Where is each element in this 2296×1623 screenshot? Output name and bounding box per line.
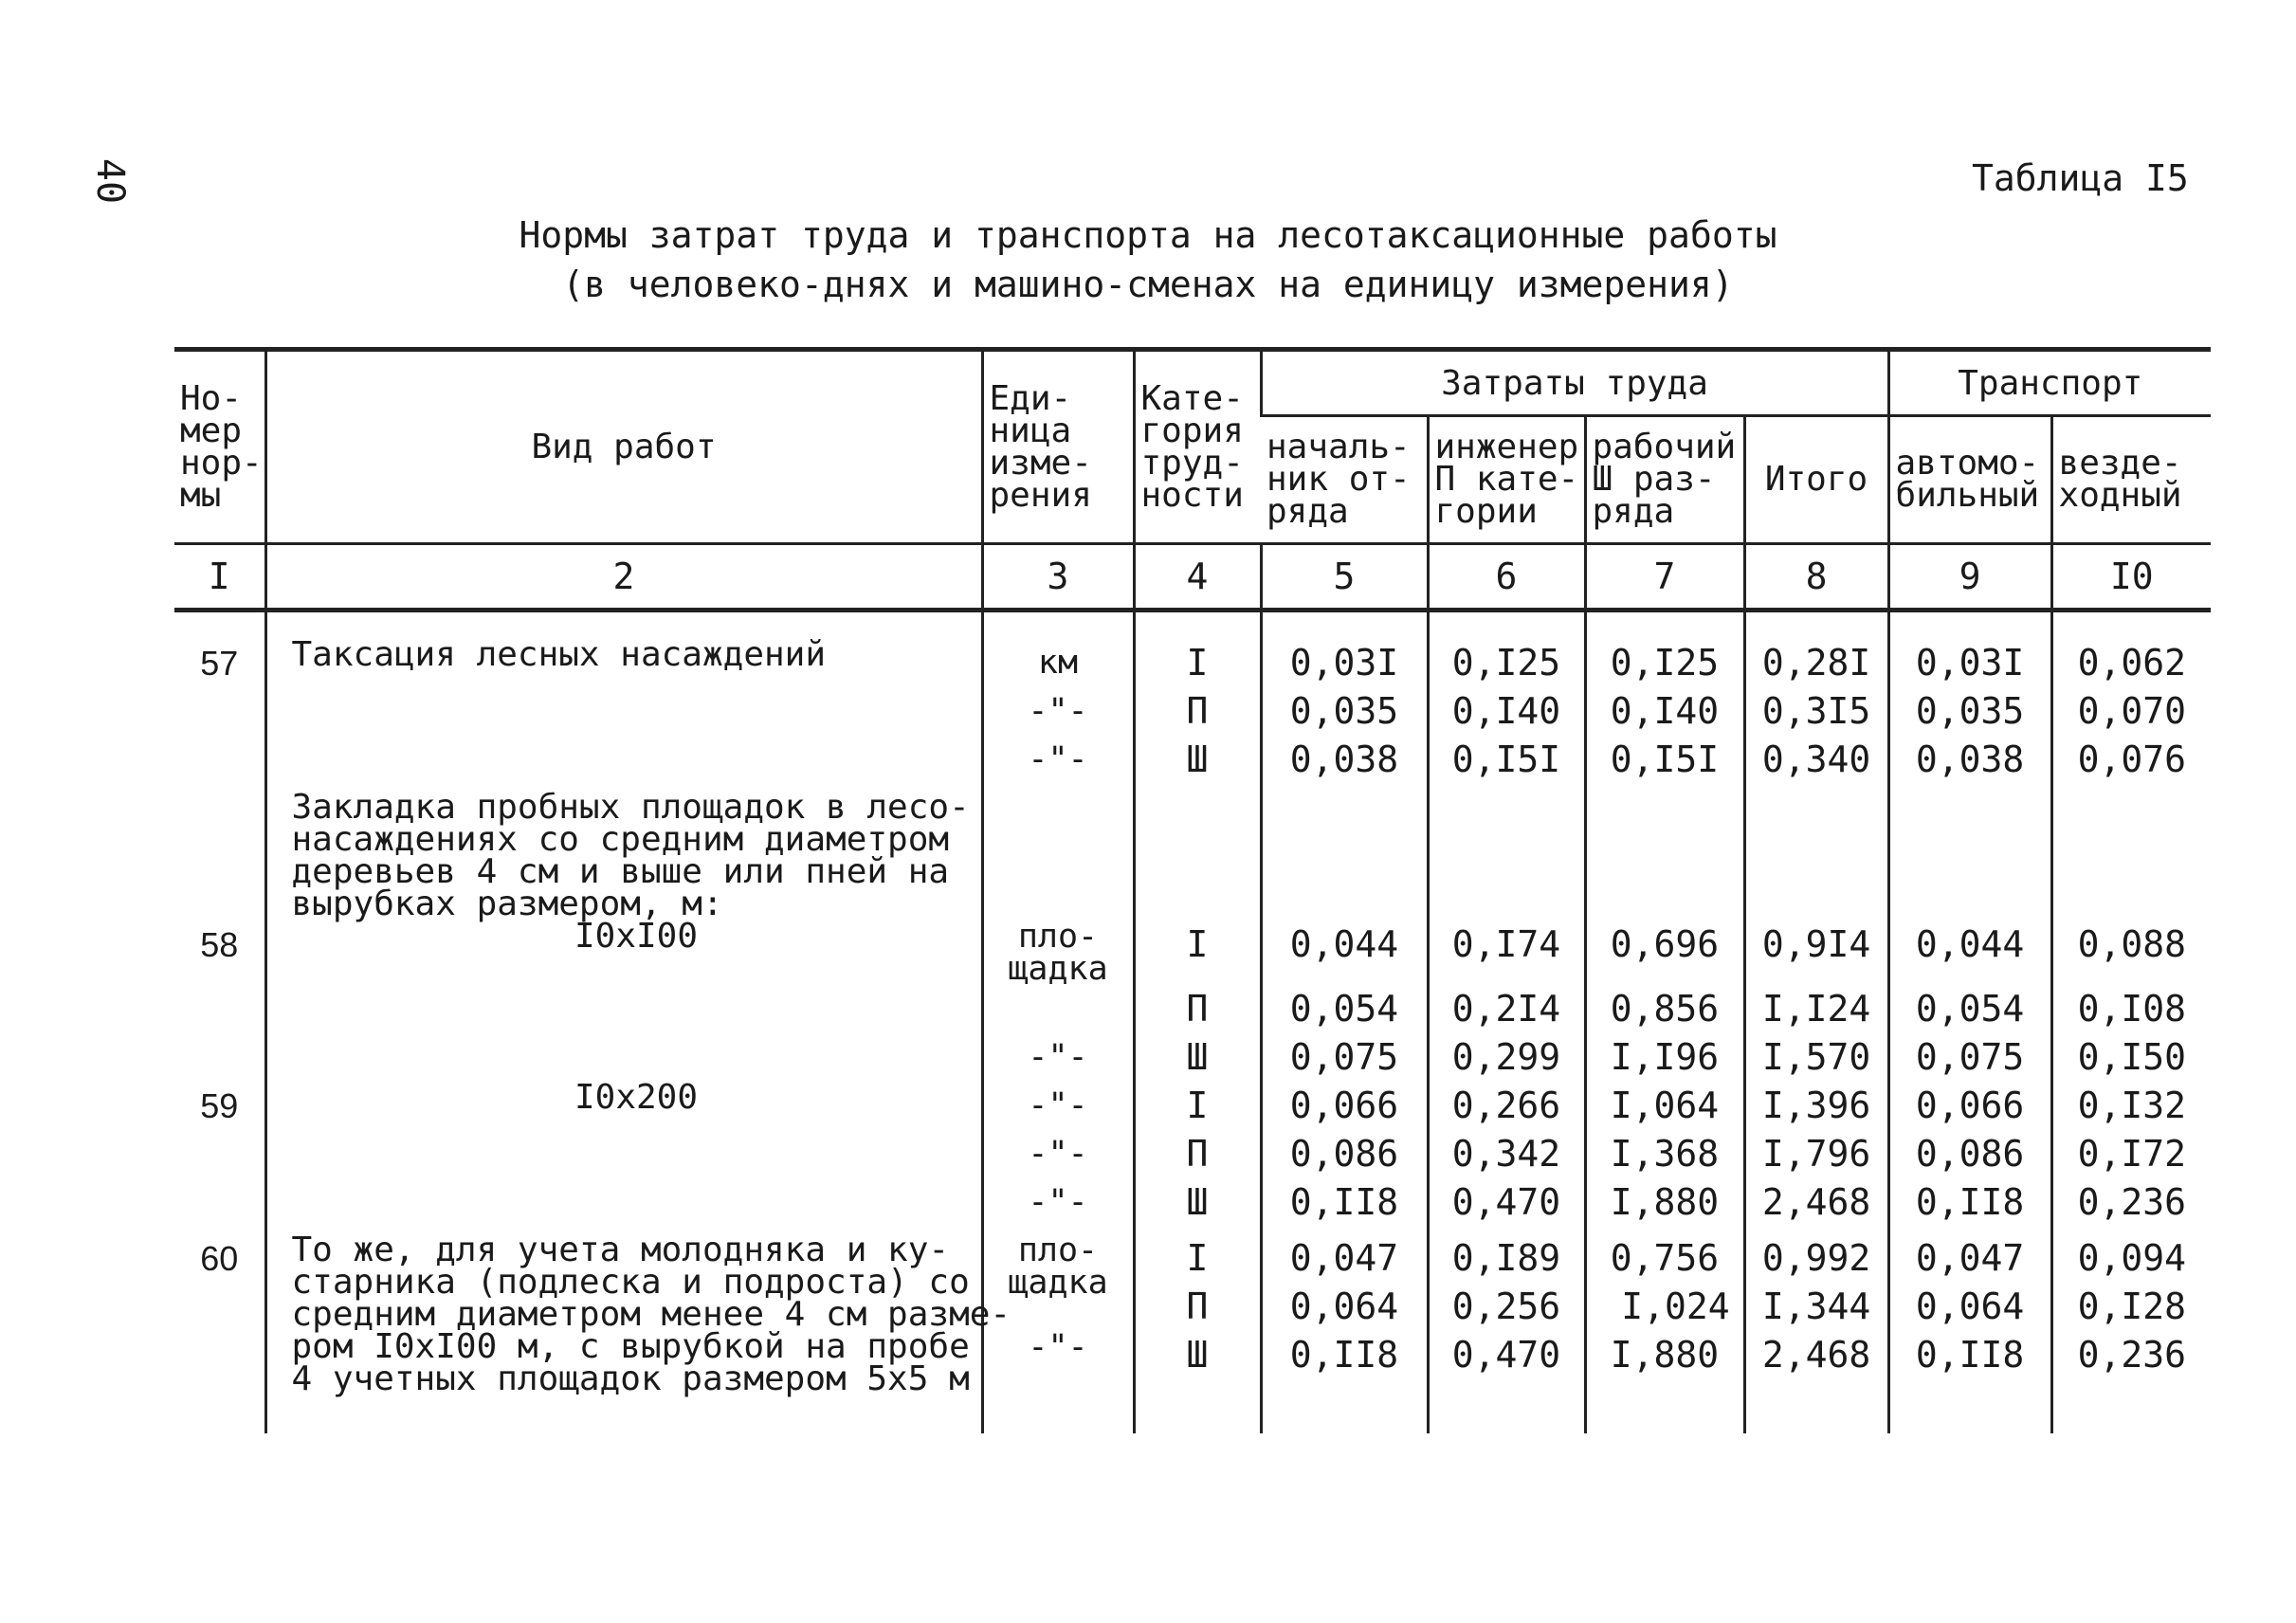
difficulty-category: П: [1134, 1130, 1261, 1178]
value-allterrain: 0,I08: [2051, 985, 2211, 1033]
value-chief: [1261, 792, 1428, 921]
value-worker: [1585, 792, 1744, 921]
work-description: I0xI00: [265, 921, 982, 985]
value-worker: 0,756 I,024 I,880: [1585, 1234, 1744, 1395]
work-description: [265, 1033, 982, 1082]
value-engineer: 0,I40: [1428, 687, 1585, 736]
unit-of-measure: -"-: [982, 736, 1134, 784]
table-row: [174, 1033, 2211, 1082]
value-worker: I,880: [1585, 1178, 1744, 1227]
header-norm-number: Но- мер нор- мы: [174, 350, 265, 544]
value-allterrain: 0,I50: [2051, 1033, 2211, 1082]
value-chief: 0,066: [1261, 1082, 1428, 1130]
table-row: [174, 1234, 2211, 1395]
value-engineer: 0,470: [1428, 1178, 1585, 1227]
table-subtitle: (в человеко-днях и машино-сменах на единицу измерения): [562, 264, 1734, 305]
work-description: I0x200: [265, 1082, 982, 1130]
work-description: [265, 687, 982, 736]
value-total: I,570: [1744, 1033, 1888, 1082]
value-total: I,796: [1744, 1130, 1888, 1178]
unit-of-measure: -"-: [982, 1033, 1134, 1082]
value-allterrain: 0,070: [2051, 687, 2211, 736]
difficulty-category: I: [1134, 1082, 1261, 1130]
value-worker: I,I96: [1585, 1033, 1744, 1082]
value-engineer: 0,299: [1428, 1033, 1585, 1082]
value-chief: 0,044: [1261, 921, 1428, 985]
value-worker: I,064: [1585, 1082, 1744, 1130]
value-total: 2,468: [1744, 1178, 1888, 1227]
header-worker: рабочий Ш раз- ряда: [1585, 416, 1744, 544]
difficulty-category: [1134, 792, 1261, 921]
work-description: [265, 736, 982, 784]
norms-table: [174, 347, 2211, 1433]
difficulty-category: Ш: [1134, 1033, 1261, 1082]
value-chief: 0,086: [1261, 1130, 1428, 1178]
table-row: [174, 687, 2211, 736]
table-row: [174, 1178, 2211, 1227]
value-worker: 0,856: [1585, 985, 1744, 1033]
value-chief: 0,047 0,064 0,II8: [1261, 1234, 1428, 1395]
difficulty-category: Ш: [1134, 736, 1261, 784]
unit-of-measure: -"-: [982, 687, 1134, 736]
unit-of-measure: -"-: [982, 1178, 1134, 1227]
header-transport: Транспорт: [1888, 350, 2211, 416]
header-chief: началь- ник от- ряда: [1261, 416, 1428, 544]
column-number: 9: [1888, 544, 2051, 611]
table-row: [174, 1082, 2211, 1130]
column-number: I: [174, 544, 265, 611]
value-total: [1744, 792, 1888, 921]
column-number: 3: [982, 544, 1134, 611]
value-total: I,I24: [1744, 985, 1888, 1033]
value-engineer: 0,342: [1428, 1130, 1585, 1178]
value-chief: 0,075: [1261, 1033, 1428, 1082]
column-number: 4: [1134, 544, 1261, 611]
value-auto: 0,047 0,064 0,II8: [1888, 1234, 2051, 1395]
value-total: 0,992 I,344 2,468: [1744, 1234, 1888, 1395]
value-worker: I,368: [1585, 1130, 1744, 1178]
value-engineer: 0,I25: [1428, 639, 1585, 687]
value-chief: 0,054: [1261, 985, 1428, 1033]
value-auto: 0,II8: [1888, 1178, 2051, 1227]
norm-number: [174, 1033, 265, 1082]
table-row: [174, 639, 2211, 687]
norm-number: 60: [200, 1239, 239, 1278]
work-description: [265, 985, 982, 1033]
value-allterrain: 0,I32: [2051, 1082, 2211, 1130]
value-auto: 0,066: [1888, 1082, 2051, 1130]
work-description: [265, 1130, 982, 1178]
value-auto: 0,035: [1888, 687, 2051, 736]
value-engineer: 0,2I4: [1428, 985, 1585, 1033]
value-total: 0,3I5: [1744, 687, 1888, 736]
value-engineer: 0,I74: [1428, 921, 1585, 985]
page-number: 40: [88, 157, 133, 205]
table-row: [174, 985, 2211, 1033]
difficulty-category: I: [1134, 921, 1261, 985]
unit-of-measure: [982, 792, 1134, 921]
unit-of-measure: -"-: [982, 1082, 1134, 1130]
column-number: 7: [1585, 544, 1744, 611]
value-auto: 0,03I: [1888, 639, 2051, 687]
value-worker: 0,I25: [1585, 639, 1744, 687]
value-auto: 0,086: [1888, 1130, 2051, 1178]
header-work-type: Вид работ: [265, 350, 982, 544]
value-engineer: 0,266: [1428, 1082, 1585, 1130]
header-labor-costs: Затраты труда: [1261, 350, 1888, 416]
column-number: 2: [265, 544, 982, 611]
header-total: Итого: [1744, 416, 1888, 544]
value-allterrain: 0,076: [2051, 736, 2211, 784]
value-allterrain: [2051, 792, 2211, 921]
value-engineer: 0,I89 0,256 0,470: [1428, 1234, 1585, 1395]
norm-number: [174, 736, 265, 784]
norm-number: [174, 1130, 265, 1178]
column-numbers-row: [174, 544, 2211, 611]
value-total: 0,340: [1744, 736, 1888, 784]
value-total: I,396: [1744, 1082, 1888, 1130]
unit-of-measure: пло- щадка -"-: [982, 1234, 1134, 1395]
value-chief: 0,II8: [1261, 1178, 1428, 1227]
norm-number: 59: [200, 1086, 239, 1125]
norm-number: [174, 1178, 265, 1227]
value-engineer: [1428, 792, 1585, 921]
value-allterrain: 0,062: [2051, 639, 2211, 687]
value-chief: 0,038: [1261, 736, 1428, 784]
table-label: Таблица I5: [1972, 157, 2189, 199]
value-auto: 0,075: [1888, 1033, 2051, 1082]
norm-number: [174, 985, 265, 1033]
norm-number: [174, 792, 265, 921]
table-body: [174, 611, 2211, 1434]
value-allterrain: 0,088: [2051, 921, 2211, 985]
work-description: Закладка пробных площадок в лесо- насаждениях со средним диаметром деревьев 4 см и выше или пней на вырубках размером, м:: [265, 792, 982, 921]
table-row: [174, 736, 2211, 784]
value-worker: 0,I5I: [1585, 736, 1744, 784]
unit-of-measure: [982, 985, 1134, 1033]
norm-number: 57: [200, 644, 239, 683]
difficulty-category: П: [1134, 687, 1261, 736]
table-row: [174, 792, 2211, 921]
value-chief: 0,035: [1261, 687, 1428, 736]
header-unit: Еди- ница изме- рения: [982, 350, 1134, 544]
table-row: [174, 921, 2211, 985]
column-number: 6: [1428, 544, 1585, 611]
column-number: 8: [1744, 544, 1888, 611]
value-allterrain: 0,I72: [2051, 1130, 2211, 1178]
norm-number: [174, 687, 265, 736]
unit-of-measure: пло- щадка: [982, 921, 1134, 985]
value-total: 0,9I4: [1744, 921, 1888, 985]
difficulty-category: Ш: [1134, 1178, 1261, 1227]
value-auto: 0,054: [1888, 985, 2051, 1033]
header-category: Кате- гория труд- ности: [1134, 350, 1261, 544]
table-title: Нормы затрат труда и транспорта на лесотаксационные работы: [519, 214, 1777, 256]
column-number: 5: [1261, 544, 1428, 611]
value-worker: 0,I40: [1585, 687, 1744, 736]
value-chief: 0,03I: [1261, 639, 1428, 687]
header-allterrain: везде- ходный: [2051, 416, 2211, 544]
unit-of-measure: км: [982, 639, 1134, 687]
difficulty-category: I П Ш: [1134, 1234, 1261, 1395]
column-number: I0: [2051, 544, 2211, 611]
value-worker: 0,696: [1585, 921, 1744, 985]
table-row: [174, 1130, 2211, 1178]
header-auto: автомо- бильный: [1888, 416, 2051, 544]
value-engineer: 0,I5I: [1428, 736, 1585, 784]
value-total: 0,28I: [1744, 639, 1888, 687]
value-auto: 0,038: [1888, 736, 2051, 784]
value-allterrain: 0,094 0,I28 0,236: [2051, 1234, 2211, 1395]
header-engineer: инженер П кате- гории: [1428, 416, 1585, 544]
value-allterrain: 0,236: [2051, 1178, 2211, 1227]
work-description: [265, 1178, 982, 1227]
difficulty-category: I: [1134, 639, 1261, 687]
norm-number: 58: [200, 925, 239, 964]
difficulty-category: П: [1134, 985, 1261, 1033]
work-description: Таксация лесных насаждений: [265, 639, 982, 687]
unit-of-measure: -"-: [982, 1130, 1134, 1178]
work-description: То же, для учета молодняка и ку- старника (подлеска и подроста) со средним диаметром менее 4 см разме- ром I0xI00 м, с вырубкой на пробе 4 учетных площадок размером 5x5 м: [265, 1234, 982, 1395]
value-auto: [1888, 792, 2051, 921]
value-auto: 0,044: [1888, 921, 2051, 985]
